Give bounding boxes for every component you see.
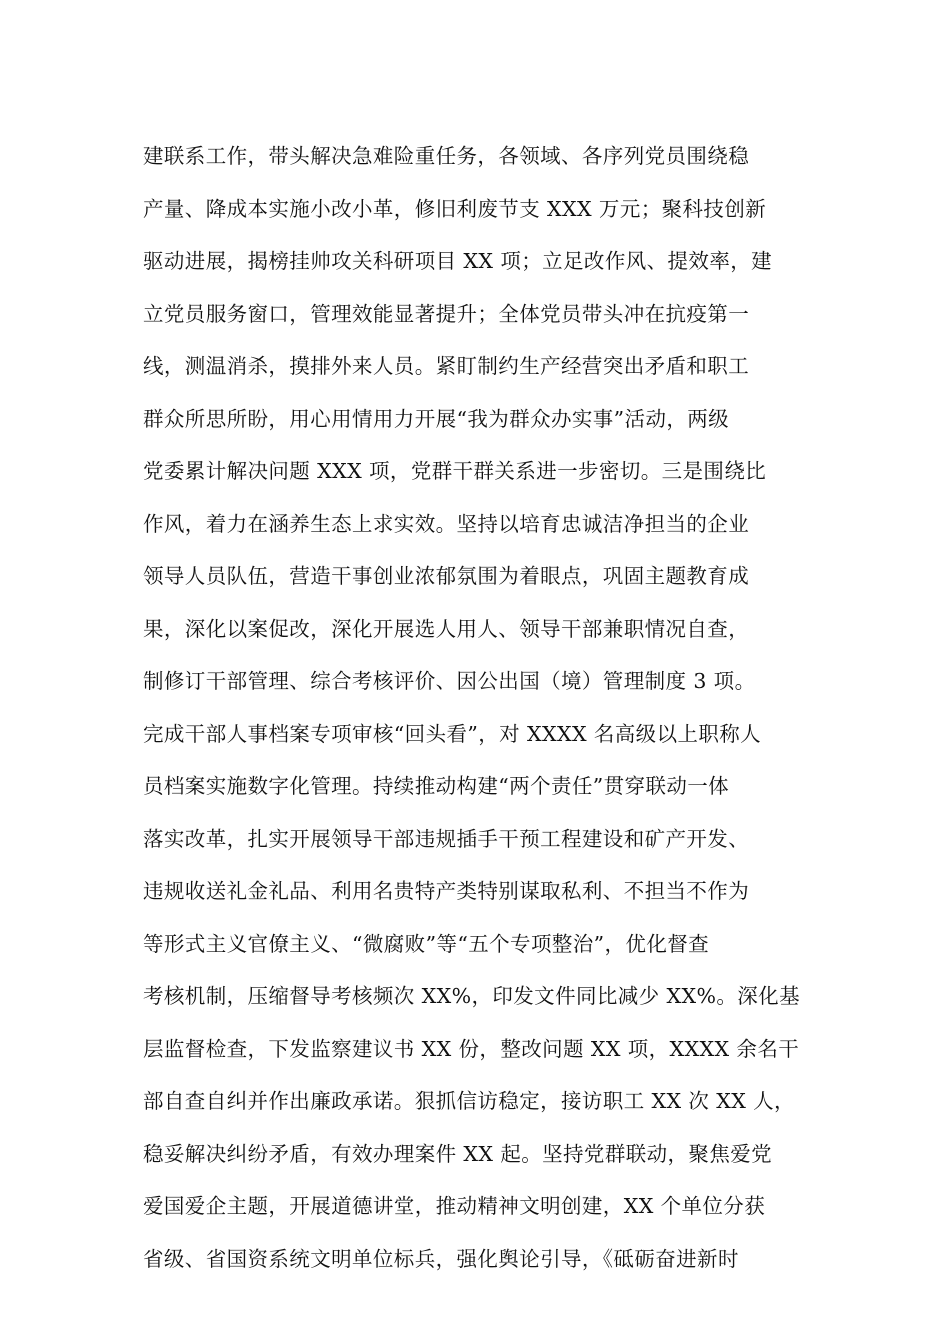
text-line: 完成干部人事档案专项审核“回头看”，对 XXXX 名高级以上职称人 [143, 721, 762, 746]
text-line: 线，测温消杀，摸排外来人员。紧盯制约生产经营突出矛盾和职工 [143, 354, 750, 378]
text-line: 建联系工作，带头解决急难险重任务，各领域、各序列党员围绕稳 [143, 144, 750, 168]
text-line: 员档案实施数字化管理。持续推动构建“两个责任”贯穿联动一体 [143, 774, 730, 798]
text-line: 爱国爱企主题，开展道德讲堂，推动精神文明创建，XX 个单位分获 [143, 1194, 766, 1218]
text-line: 领导人员队伍，营造干事创业浓郁氛围为着眼点，巩固主题教育成 [143, 564, 750, 588]
text-line: 考核机制，压缩督导考核频次 XX%，印发文件同比减少 XX%。深化基 [143, 984, 800, 1008]
text-line: 落实改革，扎实开展领导干部违规插手干预工程建设和矿产开发、 [143, 826, 750, 851]
text-line: 部自查自纠并作出廉政承诺。狠抓信访稳定，接访职工 XX 次 XX 人， [143, 1089, 795, 1113]
text-line: 层监督检查，下发监察建议书 XX 份，整改问题 XX 项，XXXX 余名干 [143, 1036, 800, 1061]
text-line: 果，深化以案促改，深化开展选人用人、领导干部兼职情况自查， [143, 616, 750, 641]
text-line: 驱动进展，揭榜挂帅攻关科研项目 XX 项；立足改作风、提效率，建 [143, 249, 773, 273]
text-line: 违规收送礼金礼品、利用名贵特产类特别谋取私利、不担当不作为 [143, 879, 750, 903]
text-line: 产量、降成本实施小改小革，修旧利废节支 XXX 万元；聚科技创新 [143, 196, 767, 221]
body-paragraph [143, 130, 813, 1285]
text-line: 稳妥解决纠纷矛盾，有效办理案件 XX 起。坚持党群联动，聚焦爱党 [143, 1141, 773, 1166]
text-line: 立党员服务窗口，管理效能显著提升；全体党员带头冲在抗疫第一 [143, 301, 750, 326]
text-line: 等形式主义官僚主义、“微腐败”等“五个专项整治”，优化督查 [143, 931, 710, 956]
text-line: 作风，着力在涵养生态上求实效。坚持以培育忠诚洁净担当的企业 [143, 511, 750, 536]
text-line: 群众所思所盼，用心用情用力开展“我为群众办实事”活动，两级 [143, 406, 730, 431]
text-line: 制修订干部管理、综合考核评价、因公出国（境）管理制度 3 项。 [143, 669, 756, 693]
text-line: 党委累计解决问题 XXX 项，党群干群关系进一步密切。三是围绕比 [143, 459, 767, 483]
text-line: 省级、省国资系统文明单位标兵，强化舆论引导，《砥砺奋进新时 [143, 1246, 739, 1271]
